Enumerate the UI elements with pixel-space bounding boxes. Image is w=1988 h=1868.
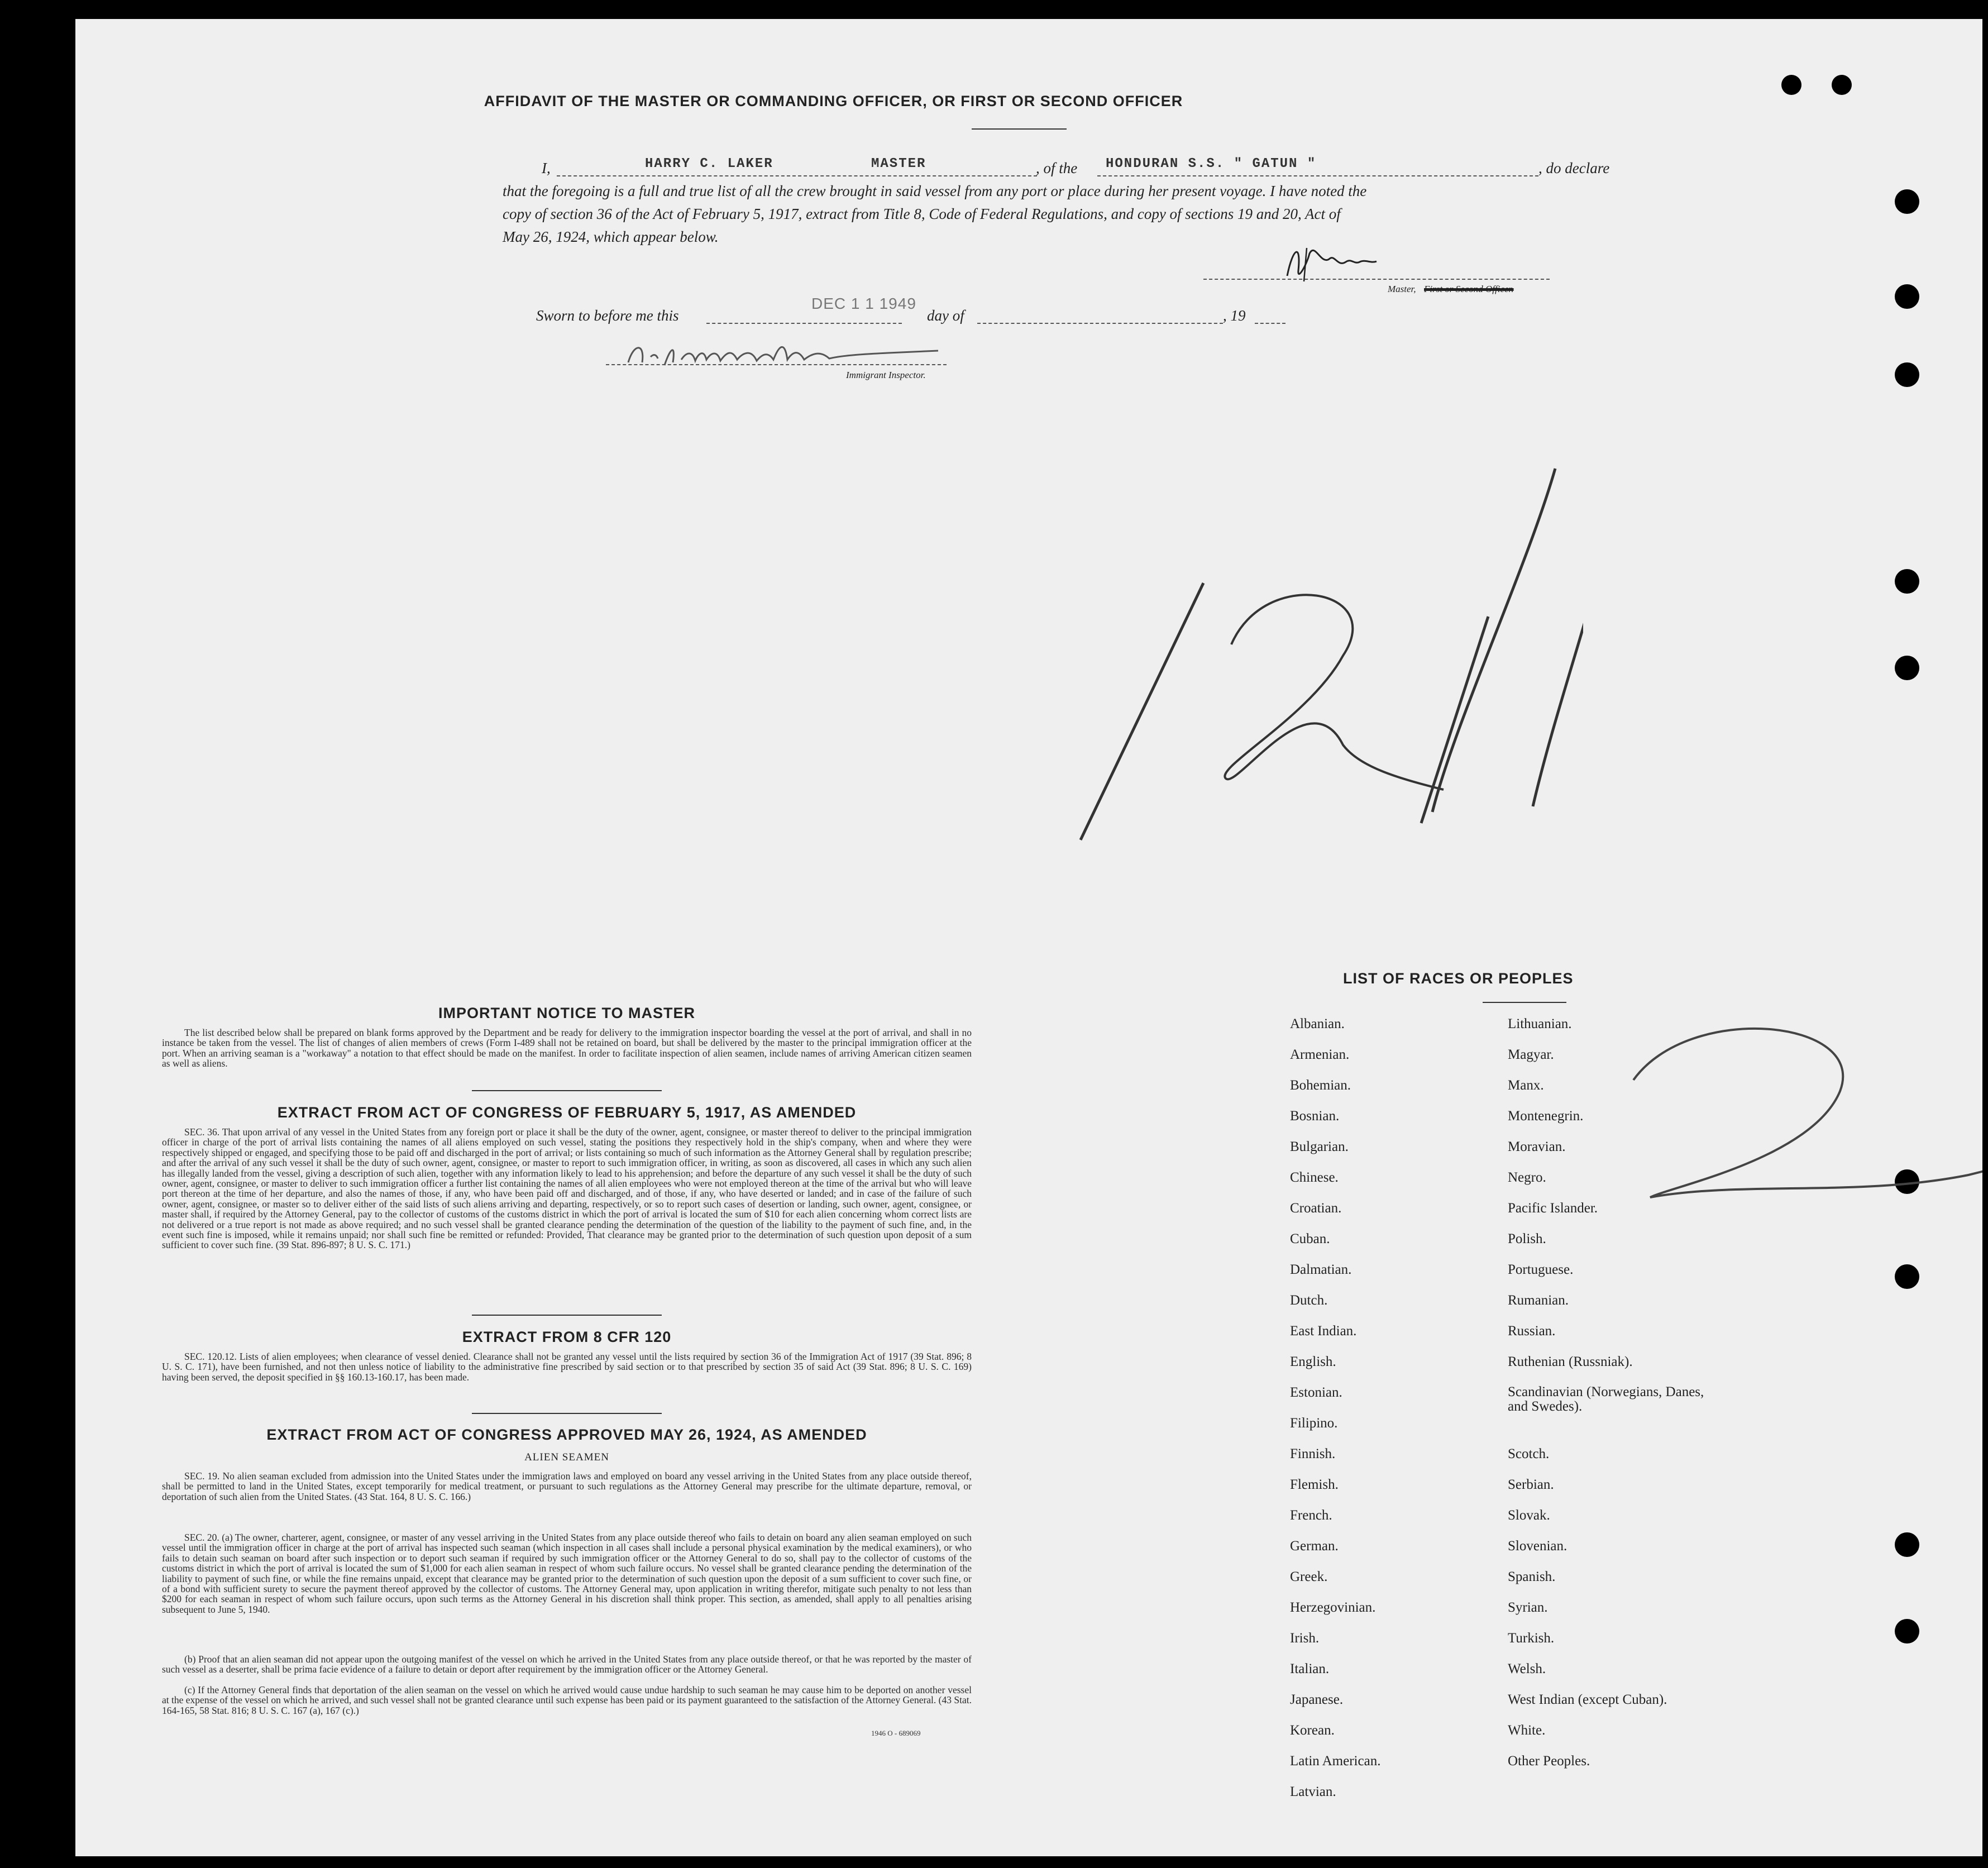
punch-hole: [1895, 362, 1919, 387]
race-item: Armenian.: [1290, 1047, 1350, 1062]
race-item: Other Peoples.: [1508, 1754, 1590, 1769]
notice-body: The list described below shall be prepared on blank forms approved by the Department and be ready for delivery to the immigration inspector boarding the vessel at the port of arrival, and shall in no instance be taken from the vessel. The list of changes of alien members of crews (Form I-489 shall not be retained on board, but shall be delivered by the master to the principal immigration officer at the port. When an arriving seaman is a "workaway" a notation to that effect should be made on the manifest. In order to facilitate inspection of alien seamen, include names of arriving American citizen seamen as well as aliens.: [162, 1027, 972, 1069]
race-item: Bulgarian.: [1290, 1139, 1349, 1154]
race-item: Ruthenian (Russniak).: [1508, 1354, 1633, 1369]
race-item: White.: [1508, 1723, 1546, 1738]
race-item: Italian.: [1290, 1661, 1330, 1676]
race-item: Korean.: [1290, 1723, 1335, 1738]
race-item: Negro.: [1508, 1170, 1546, 1185]
inspector-caption: Immigrant Inspector.: [846, 370, 926, 380]
races-underline: [1483, 1002, 1566, 1003]
extract-1917-title: EXTRACT FROM ACT OF CONGRESS OF FEBRUARY 5, 1917, AS AMENDED: [277, 1104, 857, 1121]
race-item: Lithuanian.: [1508, 1016, 1572, 1031]
master-signature: [1276, 237, 1388, 287]
race-item: Irish.: [1290, 1631, 1320, 1646]
race-item: Pacific Islander.: [1508, 1201, 1598, 1216]
race-item: Scandinavian (Norwegians, Danes, and Swedes).: [1508, 1384, 1704, 1414]
race-item: Magyar.: [1508, 1047, 1554, 1062]
affidavit-line-2: that the foregoing is a full and true list of all the crew brought in said vessel from any port or place during her present voyage. I have noted the: [503, 183, 1367, 199]
race-item: Turkish.: [1508, 1631, 1555, 1646]
divider: [472, 1413, 662, 1414]
handwritten-mark: [1578, 1013, 1982, 1248]
extract-1924-sec20b: (b) Proof that an alien seaman did not appear upon the outgoing manifest of the vessel on which he arrived in the United States from any place outside thereof, or that he was reported by the master of such vessel as a deserter, shall be prima facie evidence of a failure to detain or deport after requirement by the immigration officer or the Attorney General.: [162, 1654, 972, 1675]
vessel-line: [1097, 175, 1538, 176]
race-item: Portuguese.: [1508, 1262, 1574, 1277]
race-item: French.: [1290, 1508, 1332, 1523]
punch-hole: [1895, 284, 1919, 309]
race-item: Rumanian.: [1508, 1293, 1569, 1308]
extract-cfr-title: EXTRACT FROM 8 CFR 120: [462, 1329, 672, 1345]
race-item: Japanese.: [1290, 1692, 1344, 1707]
race-item: Chinese.: [1290, 1170, 1339, 1185]
race-item: West Indian (except Cuban).: [1508, 1692, 1667, 1707]
punch-hole: [1895, 1619, 1919, 1644]
race-item: Bohemian.: [1290, 1078, 1351, 1093]
race-item: Herzegovinian.: [1290, 1600, 1376, 1615]
race-item: Russian.: [1508, 1324, 1556, 1339]
race-item: English.: [1290, 1354, 1336, 1369]
race-item: Spanish.: [1508, 1569, 1556, 1584]
punch-hole: [1895, 189, 1919, 214]
master-name: HARRY C. LAKER: [645, 156, 773, 171]
punch-hole: [1895, 656, 1919, 680]
punch-hole: [1895, 569, 1919, 594]
extract-1924-title: EXTRACT FROM ACT OF CONGRESS APPROVED MAY 26, 1924, AS AMENDED: [266, 1426, 867, 1443]
race-item: Syrian.: [1508, 1600, 1548, 1615]
title-underline: [972, 128, 1067, 130]
race-item: Estonian.: [1290, 1385, 1342, 1400]
race-item: Welsh.: [1508, 1661, 1546, 1676]
affidavit-line-4: May 26, 1924, which appear below.: [503, 228, 719, 245]
race-item: Finnish.: [1290, 1446, 1336, 1461]
extract-cfr-body: SEC. 120.12. Lists of alien employees; when clearance of vessel denied. Clearance shall not be granted any vessel until the lists required by section 36 of the Immigration Act of 1917 (39 Stat. 896; 8 U. S. C. 171), have been furnished, and not then unless notice of liability to the administrative fine prescribed by said section or to that prescribed by section 35 of said Act (39 Stat. 896; 8 U. S. C. 169) having been served, the deposit specified in §§ 160.13-160.17, has been made.: [162, 1351, 972, 1383]
punch-hole: [1781, 75, 1801, 95]
master-rank: MASTER: [871, 156, 926, 171]
race-item: Flemish.: [1290, 1477, 1339, 1492]
punch-hole: [1832, 75, 1852, 95]
print-code: 1946 O - 689069: [871, 1729, 921, 1737]
notice-title: IMPORTANT NOTICE TO MASTER: [438, 1005, 695, 1021]
sworn-year-line: [1255, 323, 1285, 324]
do-declare-text: , do declare: [1538, 160, 1610, 176]
race-item: Dalmatian.: [1290, 1262, 1352, 1277]
race-item: Albanian.: [1290, 1016, 1345, 1031]
race-item: Filipino.: [1290, 1416, 1338, 1431]
affidavit-title: AFFIDAVIT OF THE MASTER OR COMMANDING OFFICER, OR FIRST OR SECOND OFFICER: [484, 93, 1183, 109]
race-item: Moravian.: [1508, 1139, 1566, 1154]
sworn-month-line: [977, 323, 1223, 324]
struck-caption: First or Second Officer.: [1424, 284, 1514, 294]
sworn-text: Sworn to before me this: [536, 307, 679, 324]
race-item: Manx.: [1508, 1078, 1544, 1093]
race-item: Polish.: [1508, 1231, 1546, 1246]
race-item: Serbian.: [1508, 1477, 1554, 1492]
date-stamp: DEC 1 1 1949: [811, 295, 916, 312]
document-page: [75, 19, 1982, 1856]
race-item: Croatian.: [1290, 1201, 1342, 1216]
sworn-day-line: [706, 323, 902, 324]
race-item: Cuban.: [1290, 1231, 1330, 1246]
extract-1924-sec20c: (c) If the Attorney General finds that deportation of the alien seaman on the vessel on which he arrived would cause undue hardship to such seaman he may cause him to be deported on another vessel at the expense of the vessel on which he arrived, and such vessel shall not be granted clearance until such expense has been paid or its payment guaranteed to the satisfaction of the Attorney General. (43 Stat. 164-165, 58 Stat. 816; 8 U. S. C. 167 (a), 167 (c).): [162, 1684, 972, 1716]
handwritten-page-number: [997, 455, 1583, 845]
affidavit-line-3: copy of section 36 of the Act of February 5, 1917, extract from Title 8, Code of Federal Regulations, and copy of sections 19 and 20, Act of: [503, 206, 1341, 222]
master-name-line: [557, 175, 1037, 176]
vessel-name: HONDURAN S.S. " GATUN ": [1106, 156, 1317, 171]
punch-hole: [1895, 1264, 1919, 1289]
divider: [472, 1090, 662, 1091]
race-item: Scotch.: [1508, 1446, 1550, 1461]
affidavit-i: I,: [542, 160, 551, 176]
race-item: Greek.: [1290, 1569, 1328, 1584]
races-title: LIST OF RACES OR PEOPLES: [1343, 970, 1574, 987]
race-item: Montenegrin.: [1508, 1109, 1584, 1124]
extract-1917-body: SEC. 36. That upon arrival of any vessel in the United States from any foreign port or place it shall be the duty of the owner, agent, consignee, or master thereof to deliver to the principal immigration officer in charge of the port of arrival lists containing the names of all aliens employed on such vessel, stating the positions they respectively hold in the ship's company, when and where they were respectively shipped or engaged, and specifying those to be paid off and discharged in the port of arrival; or lists containing so much of such information as the Attorney General shall by regulation prescribe; and after the arrival of any such vessel it shall be the duty of such owner, agent, consignee, or master to report to such immigration officer, in writing, as soon as discovered, all cases in which any such alien has illegally landed from the vessel, giving a description of such alien, together with any information likely to lead to his apprehension; and before the departure of any such vessel it shall be the duty of such owner, agent, consignee, or master to deliver to such immigration officer a further list containing the names of all alien employees who were not employed thereon at the time of the arrival but who will leave port thereon at the time of her departure, and also the names of those, if any, who have been paid off and discharged, and of those, if any, who have deserted or landed; and in case of the failure of such owner, agent, consignee, or master so to deliver either of the said lists of such aliens arriving and departing, respectively, or so to report such cases of desertion or landing, such owner, agent, consignee, or master shall, if required by the Attorney General, pay to the collector of customs of the customs district in which the port of arrival is located the sum of $10 for each alien concerning whom correct lists are not delivered or a true report is not made as above required; and no such vessel shall be granted clearance pending the determination of the question of the liability to the payment of such fine, and, in the event such fine is imposed, while it remains unpaid; nor shall such fine be remitted or refunded: Provided, That clearance may be granted prior to the determination of such question upon deposit of a sum sufficient to cover such fine. (39 Stat. 896-897; 8 U. S. C. 171.): [162, 1126, 972, 1251]
race-item: Slovenian.: [1508, 1539, 1568, 1554]
nineteen-text: , 19: [1223, 307, 1246, 324]
extract-1924-subtitle: ALIEN SEAMEN: [524, 1451, 609, 1463]
race-item: German.: [1290, 1539, 1339, 1554]
punch-hole: [1895, 1532, 1919, 1557]
divider: [472, 1315, 662, 1316]
race-item: Latin American.: [1290, 1754, 1381, 1769]
race-item: Dutch.: [1290, 1293, 1328, 1308]
day-of-text: day of: [927, 307, 964, 324]
of-the-text: , of the: [1036, 160, 1078, 176]
race-item: Bosnian.: [1290, 1109, 1340, 1124]
race-item: Slovak.: [1508, 1508, 1550, 1523]
race-item: Latvian.: [1290, 1784, 1336, 1799]
extract-1924-sec19: SEC. 19. No alien seaman excluded from admission into the United States under the immigration laws and employed on board any vessel arriving in the United States from any place outside thereof, shall be permitted to land in the United States, except temporarily for medical treatment, or pursuant to such regulations as the Attorney General may prescribe for the ultimate departure, removal, or deportation of such alien from the United States. (43 Stat. 164, 8 U. S. C. 166.): [162, 1470, 972, 1502]
extract-1924-sec20a: SEC. 20. (a) The owner, charterer, agent, consignee, or master of any vessel arriving in the United States from any place outside thereof who fails to detain on board any alien seaman employed on such vessel until the immigration officer in charge at the port of arrival has inspected such seaman (which inspection in all cases shall include a personal physical examination by the medical examiners), or who fails to detain such seaman on board after such inspection or to deport such seaman if required by such immigration officer or the Attorney General to do so, shall pay to the collector of customs of the customs district in which the port of arrival is located the sum of $1,000 for each alien seaman in respect of whom such failure occurs. No vessel shall be granted clearance pending the determination of the liability to payment of such fine, or while the fine remains unpaid, except that clearance may be granted prior to the determination of such question upon the deposit of a sum sufficient to cover such fine, or of a bond with sufficient surety to secure the payment thereof approved by the collector of customs. The Attorney General may, upon application in writing therefor, mitigate such penalty to not less than $200 for each seaman in respect of whom such failure occurs, upon such terms as the Attorney General in his discretion shall think proper. This section, as amended, shall apply to all penalties arising subsequent to June 5, 1940.: [162, 1532, 972, 1615]
race-item: East Indian.: [1290, 1324, 1357, 1339]
master-caption: Master,: [1388, 284, 1416, 294]
